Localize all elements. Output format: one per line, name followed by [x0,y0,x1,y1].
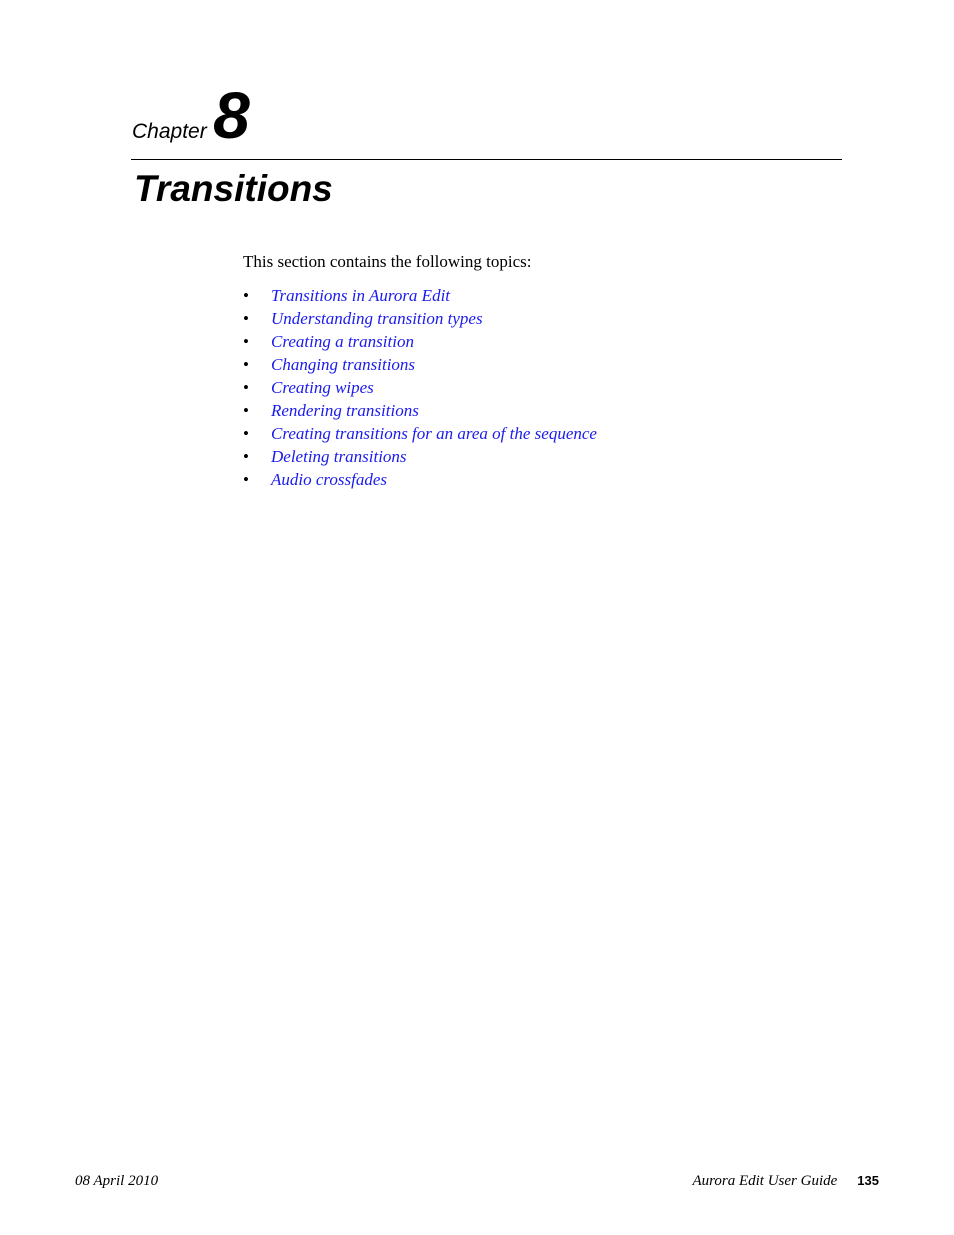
bullet: • [243,424,249,443]
bullet: • [243,286,249,305]
page-number: 135 [857,1173,879,1188]
bullet: • [243,378,249,397]
chapter-label: Chapter [132,120,207,143]
footer-right [692,1172,879,1190]
chapter-divider [131,159,842,160]
topic-link-creating-transitions-for-area[interactable]: Creating transitions for an area of the sequence [271,424,597,443]
bullet: • [243,401,249,420]
chapter-number: 8 [213,78,250,152]
bullet: • [243,447,249,466]
list-item [243,353,597,376]
bullet: • [243,332,249,351]
list-item [243,468,597,491]
topic-link-creating-wipes[interactable]: Creating wipes [271,378,374,397]
list-item [243,307,597,330]
list-item [243,445,597,468]
topic-link-rendering-transitions[interactable]: Rendering transitions [271,401,419,420]
list-item [243,330,597,353]
topic-link-changing-transitions[interactable]: Changing transitions [271,355,416,374]
list-item [243,422,597,445]
bullet: • [243,309,249,328]
chapter-heading [132,78,250,152]
topic-link-creating-a-transition[interactable]: Creating a transition [271,332,414,351]
topic-link-deleting-transitions[interactable]: Deleting transitions [271,447,407,466]
list-item [243,376,597,399]
topic-link-transitions-in-aurora-edit[interactable]: Transitions in Aurora Edit [271,286,451,305]
chapter-title: Transitions [134,168,333,209]
bullet: • [243,355,249,374]
intro-text: This section contains the following topics: [243,252,532,271]
list-item [243,399,597,422]
list-item [243,284,597,307]
footer-date: 08 April 2010 [75,1173,159,1189]
bullet: • [243,470,249,489]
topic-link-understanding-transition-types[interactable]: Understanding transition types [271,309,483,328]
topic-list [243,284,597,491]
topic-link-audio-crossfades[interactable]: Audio crossfades [271,470,388,489]
footer-guide-title: Aurora Edit User Guide [692,1173,838,1189]
